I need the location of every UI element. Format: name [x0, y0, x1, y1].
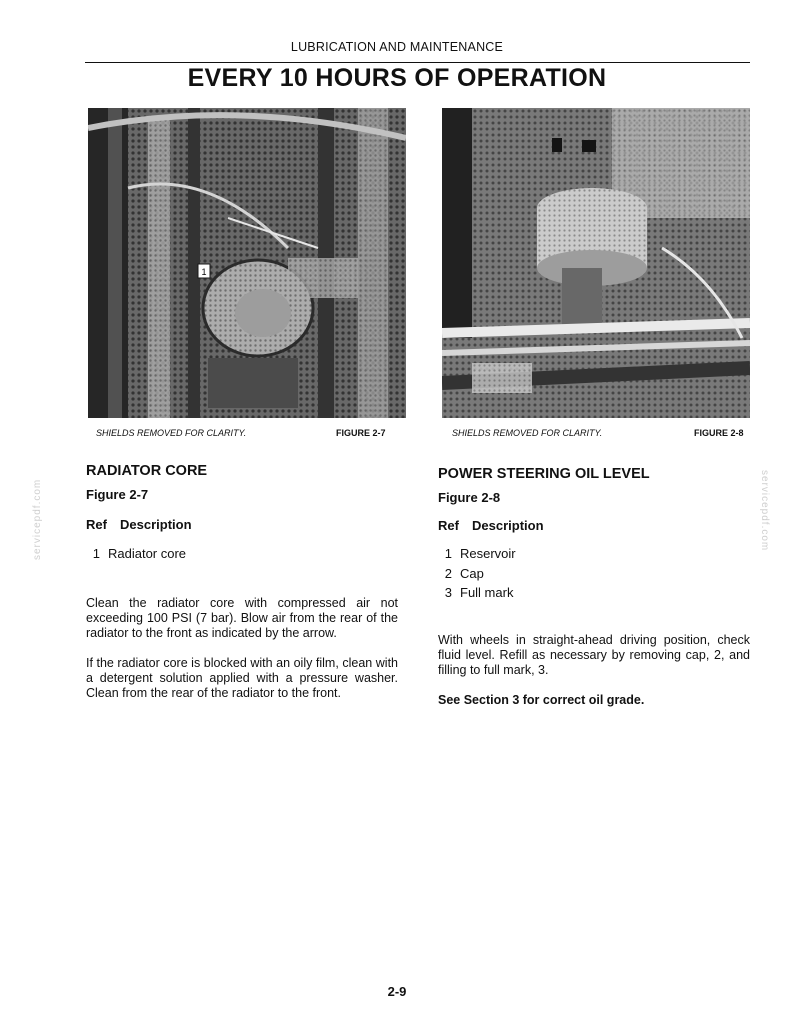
- right-ref-item: [432, 585, 513, 600]
- oil-grade-note: See Section 3 for correct oil grade.: [438, 693, 645, 707]
- right-ref-label: Ref: [438, 518, 459, 533]
- right-ref-item-text: Full mark: [460, 585, 514, 600]
- right-figure-label: FIGURE 2-8: [694, 428, 744, 438]
- radiator-paragraph-2: If the radiator core is blocked with an oily film, clean with a detergent solution applied with a pressure washer. Clean from the rear of the radiator to the front.: [86, 656, 398, 700]
- right-ref-item-text: Reservoir: [460, 546, 516, 561]
- power-steering-heading: POWER STEERING OIL LEVEL: [438, 466, 650, 482]
- left-ref-header: [86, 517, 192, 532]
- right-ref-item: [432, 566, 484, 581]
- header-rule: [85, 62, 750, 63]
- right-ref-item-num: 1: [444, 546, 452, 561]
- radiator-figure-ref: Figure 2-7: [86, 487, 149, 502]
- left-ref-label: Ref: [86, 517, 107, 532]
- left-description-label: Description: [120, 517, 192, 532]
- left-ref-item: [80, 546, 186, 561]
- right-ref-item: [432, 546, 516, 561]
- power-steering-photo: [442, 108, 750, 418]
- running-header: LUBRICATION AND MAINTENANCE: [290, 40, 504, 54]
- power-steering-paragraph: With wheels in straight-ahead driving position, check fluid level. Refill as necessary by removing cap, 2, and filling to full mark, 3.: [438, 633, 750, 677]
- right-ref-header: [438, 518, 544, 533]
- page-title: EVERY 10 HOURS OF OPERATION: [187, 64, 607, 92]
- page-number: 2-9: [387, 984, 407, 999]
- left-photo-caption: SHIELDS REMOVED FOR CLARITY.: [96, 428, 247, 438]
- right-ref-item-num: 2: [444, 566, 452, 581]
- left-ref-item-num: 1: [92, 546, 100, 561]
- right-ref-item-text: Cap: [460, 566, 484, 581]
- radiator-core-heading: RADIATOR CORE: [86, 463, 208, 479]
- watermark-left: servicepdf.com: [32, 478, 43, 560]
- watermark-right: servicepdf.com: [759, 470, 770, 552]
- right-description-label: Description: [472, 518, 544, 533]
- power-steering-figure-ref: Figure 2-8: [438, 490, 501, 505]
- left-ref-item-text: Radiator core: [108, 546, 187, 561]
- right-photo-caption: SHIELDS REMOVED FOR CLARITY.: [452, 428, 603, 438]
- right-ref-item-num: 3: [444, 585, 452, 600]
- photo-marker-1: 1: [201, 267, 207, 277]
- radiator-paragraph-1: Clean the radiator core with compressed air not exceeding 100 PSI (7 bar). Blow air from the rear of the radiator to the front as indicated by the arrow.: [86, 596, 398, 640]
- radiator-photo: [88, 108, 406, 418]
- left-figure-label: FIGURE 2-7: [336, 428, 386, 438]
